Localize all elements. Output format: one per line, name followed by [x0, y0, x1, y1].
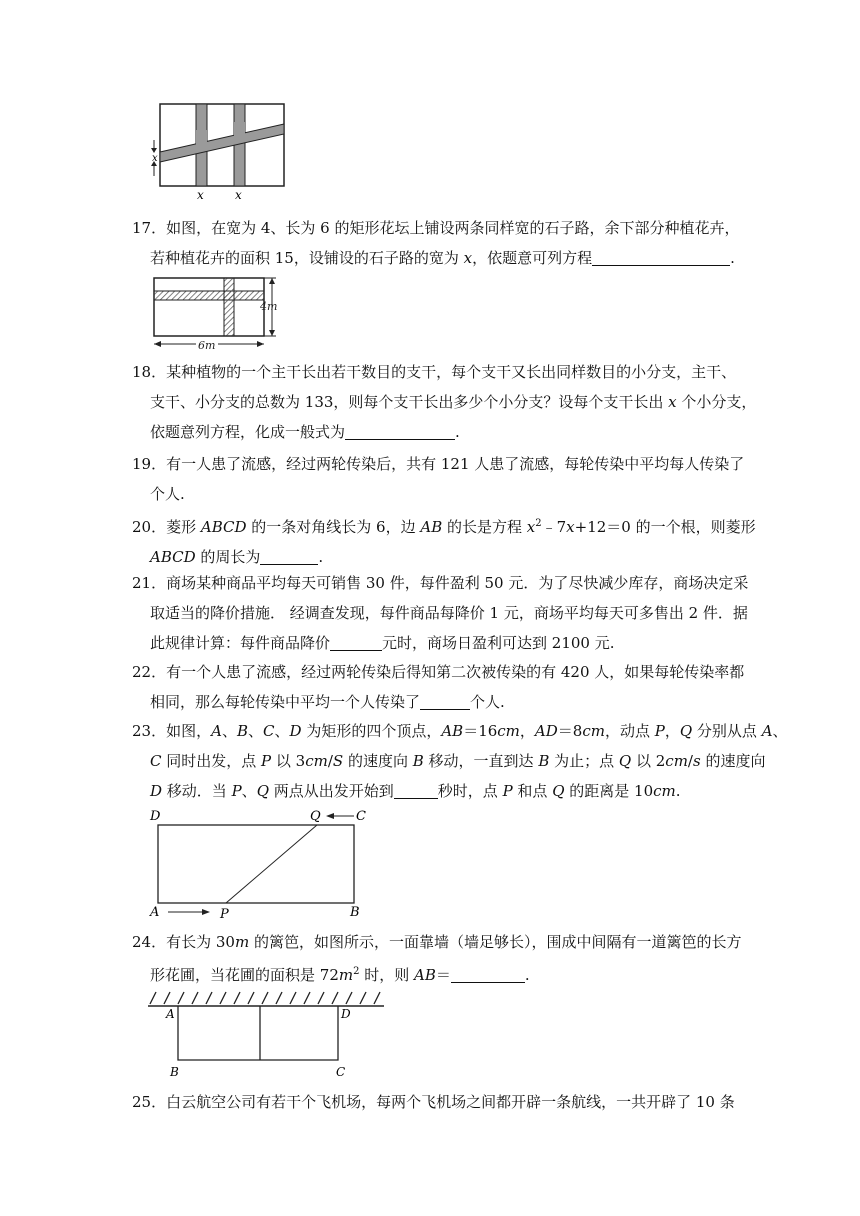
question-17-end: . [730, 249, 735, 267]
fig-24-D: D [341, 1007, 351, 1021]
question-18-var: x [668, 393, 677, 411]
question-20-ab: AB [420, 518, 443, 536]
question-25-number: 25． [132, 1093, 167, 1111]
question-20-number: 20． [132, 518, 167, 536]
q23-sep1: 、 [221, 722, 237, 740]
q23-l1g: ， [664, 722, 680, 740]
q23-l2u3: cm [665, 752, 688, 770]
q23-l3Q2: Q [552, 782, 565, 800]
question-18-answer-blank[interactable] [345, 423, 455, 440]
question-21-line-2: 取适当的降价措施． 经调查发现，每件商品每降价 1 元，商场平均每天可多售出 2 件．据 [150, 604, 748, 622]
q23-l3P2: P [502, 782, 513, 800]
question-24 [132, 927, 742, 990]
q23-l2j: 的速度向 [700, 752, 766, 770]
q24-end: . [524, 966, 530, 984]
question-17-line-2b: ，依题意可列方程 [472, 249, 593, 267]
question-22 [132, 657, 745, 717]
q23-cm1: cm [497, 722, 520, 740]
q23-A2: A [761, 722, 773, 740]
q23-C: C [263, 722, 275, 740]
question-20-end: . [318, 548, 324, 566]
question-23-answer-blank[interactable] [394, 782, 438, 799]
garden-paths-figure-top [148, 100, 288, 202]
q23-l1f: ，动点 [604, 722, 655, 740]
fig-17-height-label: 4m [260, 300, 278, 313]
fig-23-P: P [220, 907, 229, 920]
question-17-number: 17． [132, 219, 167, 237]
question-18-line-3: 依题意列方程，化成一般式为 [150, 423, 346, 441]
question-25 [132, 1087, 735, 1117]
question-19-line-1: 有一人患了流感，经过两轮传染后，共有 121 人患了流感，每轮传染中平均每人传染了 [166, 455, 745, 473]
question-18-line-2b: 个小分支， [676, 393, 757, 411]
q23-l2P: P [261, 752, 272, 770]
q23-l2d: / [327, 752, 333, 770]
q23-B: B [236, 722, 248, 740]
question-20-eq-x: x [526, 518, 536, 536]
question-18 [132, 357, 757, 447]
question-21-l3b: 元时，商场日盈利可达到 2100 元. [382, 634, 615, 652]
question-24-number: 24． [132, 933, 167, 951]
question-20-l2a: ABCD [150, 548, 196, 566]
q23-ad: AD [534, 722, 558, 740]
q24-l1a: 有长为 30 [166, 933, 235, 951]
question-20-answer-blank[interactable] [260, 548, 318, 565]
question-18-number: 18． [132, 363, 167, 381]
question-19-line-2: 个人. [150, 485, 185, 503]
question-19 [132, 449, 745, 509]
fig-24-C: C [336, 1065, 346, 1079]
question-21 [132, 568, 749, 658]
q23-sep3: 、 [274, 722, 290, 740]
rectangle-pq-figure-23 [144, 804, 374, 920]
fig-17-width-label: 6m [198, 339, 216, 352]
question-17 [132, 213, 740, 273]
q23-l3P: P [231, 782, 242, 800]
q23-l2u4: s [692, 752, 701, 770]
question-20-eq-x2: x [566, 518, 575, 536]
q23-l2g: 为止；点 [549, 752, 619, 770]
fig-23-C: C [356, 809, 366, 824]
fig-23-Q: Q [310, 809, 321, 824]
q23-l2u2: S [332, 752, 344, 770]
q23-l3d: 秒时，点 [437, 782, 503, 800]
question-20-l2b: 的周长为 [195, 548, 261, 566]
question-17-line-1: 如图，在宽为 4、长为 6 的矩形花坛上铺设两条同样宽的石子路，余下部分种植花卉， [166, 219, 740, 237]
fig-top-x-label-1: x [197, 188, 204, 202]
q23-l1i: 、 [772, 722, 788, 740]
question-22-l2a: 相同，那么每轮传染中平均一个人传染了 [150, 693, 421, 711]
q24-m: m [234, 933, 250, 951]
q23-l2e: 的速度向 [343, 752, 413, 770]
q23-l2b: 同时出发，点 [161, 752, 262, 770]
q23-l3a: 移动．当 [162, 782, 232, 800]
question-22-line-1: 有一个人患了流感，经过两轮传染后得知第二次被传染的有 420 人，如果每轮传染率都 [166, 663, 745, 681]
fig-23-D: D [150, 809, 161, 824]
q23-l3Q: Q [256, 782, 269, 800]
q23-l1b: 为矩形的四个顶点， [301, 722, 442, 740]
question-21-number: 21． [132, 574, 167, 592]
question-21-l3a: 此规律计算：每件商品降价 [150, 634, 331, 652]
question-17-answer-blank[interactable] [592, 249, 730, 266]
question-19-number: 19． [132, 455, 167, 473]
flowerbed-figure-17 [148, 272, 288, 352]
question-18-line-1: 某种植物的一个主干长出若干数目的支干，每个支干又长出同样数目的小分支，主干、 [166, 363, 737, 381]
question-24-answer-blank[interactable] [451, 966, 525, 983]
question-21-answer-blank[interactable] [330, 634, 382, 651]
q23-Q: Q [679, 722, 693, 740]
q23-l3e: 和点 [512, 782, 553, 800]
q23-l2h: 以 2 [631, 752, 666, 770]
question-21-line-1: 商场某种商品平均每天可销售 30 件，每件盈利 50 元．为了尽快减少库存，商场决定采 [166, 574, 749, 592]
fig-24-B: B [170, 1065, 179, 1079]
question-20 [132, 509, 756, 572]
q23-A: A [211, 722, 222, 740]
q23-l1e: ＝8 [557, 722, 583, 740]
q23-D: D [289, 722, 302, 740]
question-25-line-1: 白云航空公司有若干个飞机场，每两个飞机场之间都开辟一条航线，一共开辟了 10 条 [166, 1093, 735, 1111]
q23-l3b: 、 [241, 782, 257, 800]
q23-l1h: 分别从点 [692, 722, 762, 740]
question-18-end: . [455, 423, 460, 441]
fence-garden-figure-24 [146, 988, 386, 1080]
q23-sep2: 、 [248, 722, 264, 740]
fig-24-A: A [166, 1007, 175, 1021]
q23-l1d: ， [519, 722, 535, 740]
q23-l3cm: cm [653, 782, 676, 800]
fig-23-A: A [150, 905, 160, 920]
q23-l1c: ＝16 [463, 722, 498, 740]
question-20-eq-rest1: ﹣7 [541, 518, 567, 536]
q23-l1a: 如图， [166, 722, 212, 740]
question-20-eq-rest2: +12＝0 的一个根，则菱形 [574, 518, 756, 536]
q24-l2a: 形花圃，当花圃的面积是 72 [150, 966, 339, 984]
question-20-l1a: 菱形 [166, 518, 201, 536]
q24-l2b: 时，则 [359, 966, 415, 984]
q23-end: . [675, 782, 681, 800]
fig-top-x-label-2: x [235, 188, 242, 202]
question-22-number: 22． [132, 663, 167, 681]
question-23-number: 23． [132, 722, 167, 740]
q24-m2: m [338, 966, 354, 984]
q23-l2B2: B [538, 752, 550, 770]
q23-l2u1: cm [305, 752, 328, 770]
question-22-l2b: 个人. [470, 693, 505, 711]
question-23 [132, 716, 788, 806]
q24-l2c: ＝ [435, 966, 451, 984]
question-20-l1b: 的一条对角线长为 6，边 [246, 518, 421, 536]
q23-l2B: B [412, 752, 424, 770]
question-20-l1c: 的长是方程 [442, 518, 527, 536]
q23-l2a: C [150, 752, 162, 770]
question-18-line-2a: 支干、小分支的总数为 133，则每个支干长出多少个小分支？设每个支干长出 [150, 393, 669, 411]
q23-ab: AB [441, 722, 464, 740]
q24-l1b: 的篱笆，如图所示，一面靠墙（墙足够长），围成中间隔有一道篱笆的长方 [249, 933, 742, 951]
q23-l2Q: Q [618, 752, 632, 770]
question-17-var: x [463, 249, 473, 267]
q23-l2i: / [687, 752, 693, 770]
q23-l3c: 两点从出发开始到 [269, 782, 394, 800]
q23-P: P [654, 722, 665, 740]
q23-cm2: cm [582, 722, 605, 740]
question-22-answer-blank[interactable] [420, 693, 470, 710]
question-20-eq-sup: 2 [535, 518, 542, 529]
q24-sup: 2 [353, 966, 360, 977]
q23-l3D: D [150, 782, 163, 800]
question-20-abcd: ABCD [200, 518, 247, 536]
q23-l3f: 的距离是 10 [564, 782, 654, 800]
q23-l2f: 移动，一直到达 [423, 752, 539, 770]
q23-l2c: 以 3 [271, 752, 306, 770]
question-17-line-2a: 若种植花卉的面积 15，设铺设的石子路的宽为 [150, 249, 464, 267]
q24-ab: AB [414, 966, 436, 984]
fig-top-side-label: x [152, 153, 158, 164]
fig-23-B: B [350, 905, 360, 920]
